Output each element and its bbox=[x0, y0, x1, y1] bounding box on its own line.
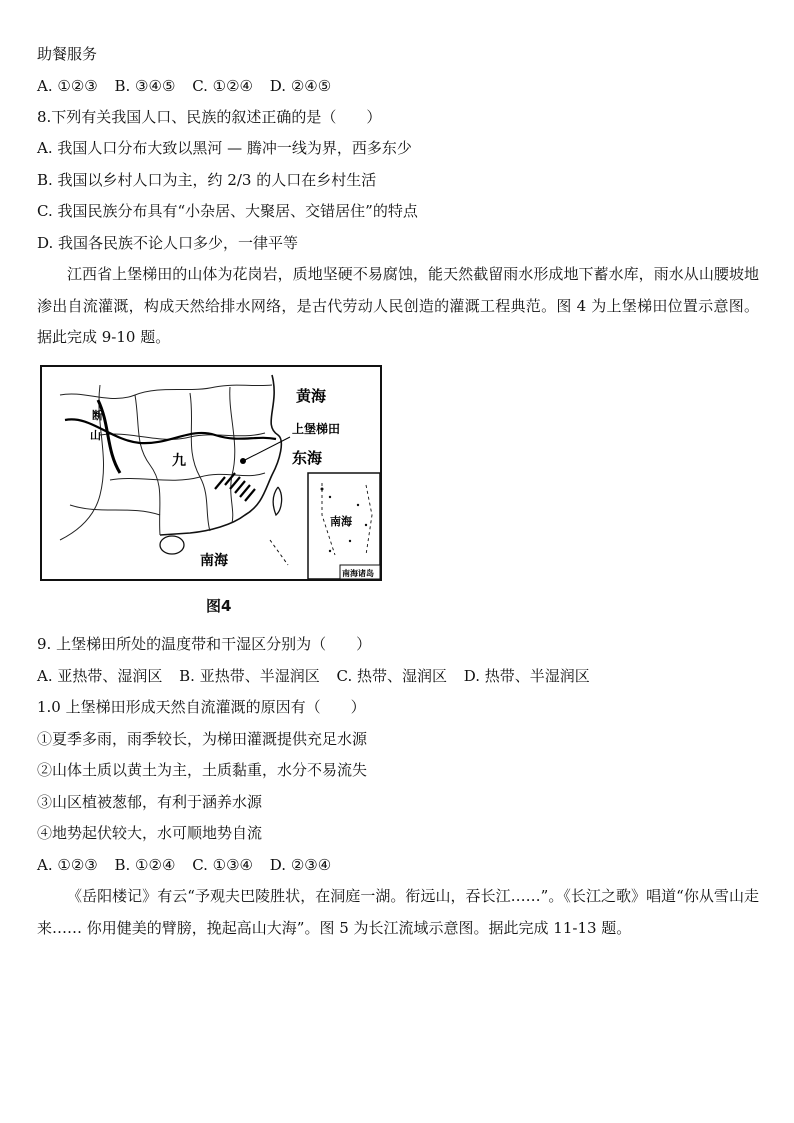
option-b: B. ③④⑤ bbox=[114, 77, 176, 95]
option-a: A. ①②③ bbox=[37, 77, 98, 95]
label-mountain-1: 断 bbox=[92, 409, 103, 422]
terraces-location-map bbox=[40, 365, 382, 583]
label-inset: 南海诸岛 bbox=[342, 569, 374, 578]
label-mountain-2: 山 bbox=[90, 429, 101, 442]
question-10-item-4: ④地势起伏较大，水可顺地势自流 bbox=[37, 824, 263, 842]
question-8: 8.下列有关我国人口、民族的叙述正确的是（ ） bbox=[37, 108, 382, 126]
option-b: B. ①②④ bbox=[114, 856, 176, 874]
figure-caption: 图4 bbox=[206, 597, 232, 615]
question-8-option-b: B. 我国以乡村人口为主，约 2/3 的人口在乡村生活 bbox=[37, 171, 377, 189]
question-10-item-3: ③山区植被葱郁，有利于涵养水源 bbox=[37, 793, 263, 811]
question-10-item-1: ①夏季多雨，雨季较长，为梯田灌溉提供充足水源 bbox=[37, 730, 368, 748]
question-8-option-a: A. 我国人口分布大致以黑河 — 腾冲一线为界，西多东少 bbox=[37, 139, 412, 157]
question-8-option-c: C. 我国民族分布具有“小杂居、大聚居、交错居住”的特点 bbox=[37, 202, 418, 220]
option-a: A. 亚热带、湿润区 bbox=[37, 667, 163, 685]
option-d: D. ②④⑤ bbox=[269, 77, 332, 95]
option-d: D. ②③④ bbox=[269, 856, 332, 874]
answer-options bbox=[37, 76, 343, 96]
question-9-options bbox=[37, 666, 602, 686]
label-south-sea-inset: 南海 bbox=[330, 515, 352, 528]
text-line: 助餐服务 bbox=[37, 45, 98, 63]
passage-yangtze: 《岳阳楼记》有云“予观夫巴陵胜状，在洞庭一湖。衔远山，吞长江……”。《长江之歌》唱道“你从雪山走来…… 你用健美的臂膀，挽起高山大海”。图 5 为长江流域示意图。据此完成 11-13 题。 bbox=[37, 887, 759, 937]
question-10-options bbox=[37, 855, 343, 875]
option-c: C. 热带、湿润区 bbox=[336, 667, 447, 685]
question-10: 1.0 上堡梯田形成天然自流灌溉的原因有（ ） bbox=[37, 698, 366, 716]
option-c: C. ①②④ bbox=[192, 77, 254, 95]
option-a: A. ①②③ bbox=[37, 856, 98, 874]
option-b: B. 亚热带、半湿润区 bbox=[179, 667, 320, 685]
passage-terraces: 江西省上堡梯田的山体为花岗岩，质地坚硬不易腐蚀，能天然截留雨水形成地下蓄水库，雨水从山腰坡地渗出自流灌溉，构成天然给排水网络，是古代劳动人民创造的灌溉工程典范。图 4 为上堡梯田位置示意图。据此完成 9-10 题。 bbox=[37, 265, 759, 346]
label-terraces: 上堡梯田 bbox=[292, 422, 341, 436]
map-svg bbox=[40, 365, 382, 583]
label-south-sea: 南海 bbox=[200, 553, 228, 569]
question-10-item-2: ②山体土质以黄土为主，土质黏重，水分不易流失 bbox=[37, 761, 368, 779]
option-d: D. 热带、半湿润区 bbox=[463, 667, 590, 685]
question-9: 9. 上堡梯田所处的温度带和干湿区分别为（ ） bbox=[37, 635, 372, 653]
question-8-option-d: D. 我国各民族不论人口多少，一律平等 bbox=[37, 234, 299, 252]
label-yellow-sea: 黄海 bbox=[296, 387, 327, 405]
option-c: C. ①③④ bbox=[192, 856, 254, 874]
label-mountain-3: 九 bbox=[172, 453, 186, 469]
label-east-sea: 东海 bbox=[292, 449, 323, 467]
